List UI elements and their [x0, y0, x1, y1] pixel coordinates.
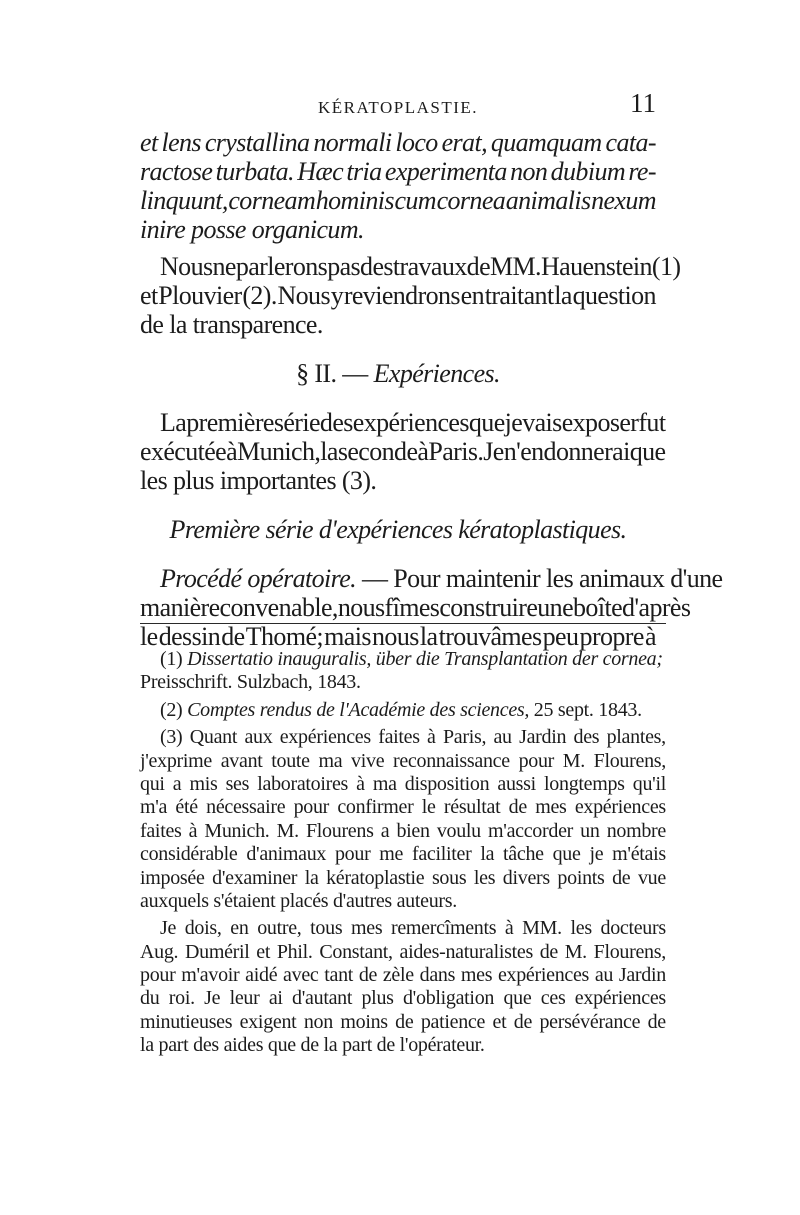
- paragraph-line: Nous ne parlerons pas des travaux de MM. Hauenstein (1): [160, 252, 681, 281]
- run-in-heading: Procédé opératoire.: [160, 564, 357, 593]
- footnote-title: Comptes rendus de l'Académie des sciences,: [187, 698, 530, 721]
- paragraph-line: le dessin de Thomé; mais nous la trouvâmes peu propre à: [140, 622, 656, 651]
- paragraph-line: [140, 564, 723, 593]
- footnote-line: m'a été nécessaire pour confirmer le résultat de mes expériences: [140, 796, 666, 819]
- footnote-line: Je dois, en outre, tous mes remercîments à MM. les docteurs: [160, 917, 666, 940]
- footnote-line: pour m'avoir aidé avec tant de zèle dans mes expériences au Jardin: [140, 964, 666, 987]
- main-text: [140, 128, 723, 651]
- paragraph-line: de la transparence.: [140, 310, 323, 339]
- footnote-marker: (2): [160, 698, 188, 721]
- section-heading: [140, 359, 656, 388]
- paragraph-line: les plus importantes (3).: [140, 466, 377, 495]
- footnote-line: qui a mis ses laboratoires à ma disposition aussi longtemps qu'il: [140, 772, 666, 795]
- footnotes: [140, 648, 666, 1058]
- latin-line: et lens crystallina normali loco erat, quamquam cata-: [140, 128, 656, 157]
- footnote-line: la part des aides que de la part de l'opérateur.: [140, 1034, 485, 1057]
- latin-line: ractose turbata. Hæc tria experimenta non dubium re-: [140, 157, 656, 186]
- paragraph-line: La première série des expériences que je vais exposer fut: [160, 408, 666, 437]
- section-number: § II. —: [296, 359, 374, 388]
- paragraph-line: manière convenable, nous fîmes construire une boîte d'après: [140, 593, 691, 622]
- footnote-line: Aug. Duméril et Phil. Constant, aides-naturalistes de M. Flourens,: [140, 940, 666, 963]
- footnote-line: du roi. Je leur ai d'autant plus d'obligation que ces expériences: [140, 987, 666, 1010]
- footnote-1: [140, 648, 666, 671]
- paragraph-line: et Plouvier (2). Nous y reviendrons en traitant la question: [140, 281, 656, 310]
- footnote-date: 25 sept. 1843.: [529, 698, 642, 721]
- footnote-line: imposée d'examiner la kératoplastie sous les divers points de vue: [140, 866, 666, 889]
- footnote-marker: (1): [160, 648, 188, 670]
- footnote-title: Dissertatio inauguralis, über die Transplantation der cornea;: [187, 648, 663, 670]
- subheading: Première série d'expériences kératoplastiques.: [169, 515, 627, 544]
- footnote-line: minutieuses exigent non moins de patience et de persévérance de: [140, 1010, 666, 1033]
- footnote-line: (3) Quant aux expériences faites à Paris, au Jardin des plantes,: [160, 726, 666, 749]
- section-title: Expériences.: [373, 359, 500, 388]
- footnote-line: auxquels s'étaient placés d'autres auteurs.: [140, 889, 457, 912]
- footnote-line: j'exprime avant toute ma vive reconnaissance pour M. Flourens,: [140, 749, 666, 772]
- footnote-line: Preisschrift. Sulzbach, 1843.: [140, 671, 361, 694]
- footnote-2: [140, 699, 666, 722]
- paragraph-line: exécutée à Munich, la seconde à Paris. Je n'en donnerai que: [140, 437, 666, 466]
- paragraph-text: — Pour maintenir les animaux d'une: [356, 564, 723, 593]
- page-number: 11: [630, 88, 656, 118]
- footnote-line: faites à Munich. M. Flourens a bien voulu m'accorder un nombre: [140, 819, 666, 842]
- latin-line: inire posse organicum.: [140, 215, 364, 244]
- footnote-line: considérable d'animaux pour me faciliter la tâche que je m'étais: [140, 843, 666, 866]
- running-title: KÉRATOPLASTIE.: [318, 98, 478, 117]
- page-header: [140, 88, 656, 128]
- footnote-divider: [140, 623, 666, 624]
- latin-line: linquunt, corneam hominis cum cornea animalis nexum: [140, 186, 656, 215]
